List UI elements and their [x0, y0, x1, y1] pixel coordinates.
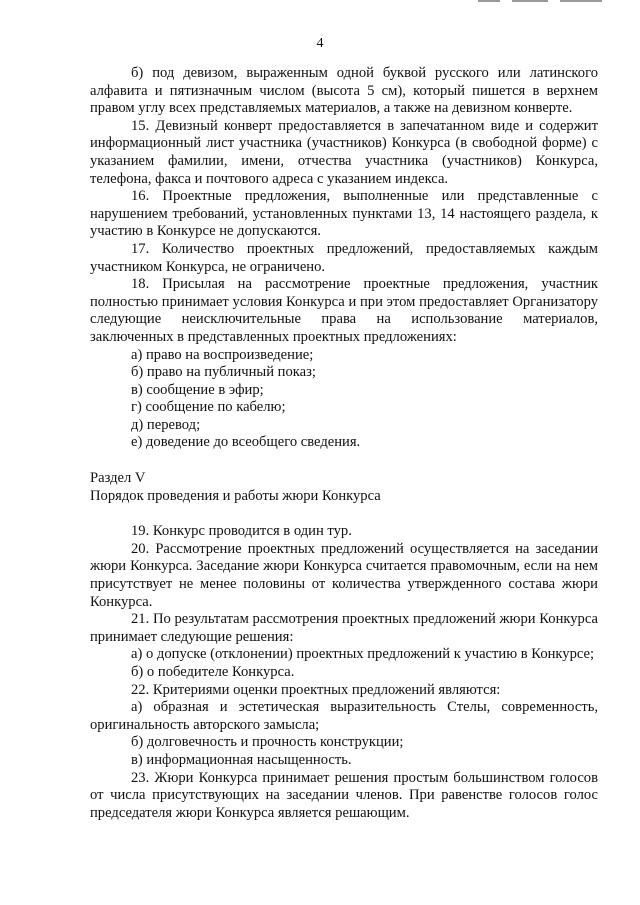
paragraph: 17. Количество проектных предложений, предоставляемых каждым участником Конкурса, не ограничено. [90, 240, 598, 275]
document-body [90, 65, 598, 822]
paragraph: 23. Жюри Конкурса принимает решения простым большинством голосов от числа присутствующих на заседании членов. При равенстве голосов голос председателя жюри Конкурса является решающим. [90, 769, 598, 821]
paragraph: 21. По результатам рассмотрения проектных предложений жюри Конкурса принимает следующие решения: [90, 611, 598, 645]
paragraph: б) под девизом, выраженным одной буквой русского или латинского алфавита и пятизначным числом (высота 5 см), который пишется в верхнем правом углу всех представляемых материалов, а также на девизном конверте. [90, 65, 598, 117]
spacer [90, 505, 598, 523]
spacer [90, 452, 598, 470]
page-number: 4 [316, 36, 324, 51]
list-item: а) образная и эстетическая выразительность Стелы, современность, оригинальность авторского замысла; [90, 699, 598, 733]
paragraph: 15. Девизный конверт предоставляется в запечатанном виде и содержит информационный лист участника (участников) Конкурса (в свободной форме) с указанием фамилии, имени, отчества участника (участников) Конкурса, телефона, факса и почтового адреса с указанием индекса. [90, 117, 598, 187]
section-title: Порядок проведения и работы жюри Конкурса [90, 487, 381, 504]
list-item: е) доведение до всеобщего сведения. [131, 434, 361, 451]
section-label: Раздел V [90, 470, 146, 487]
paragraph: 16. Проектные предложения, выполненные или представленные с нарушением требований, установленных пунктами 13, 14 настоящего раздела, к участию в Конкурсе не допускаются. [90, 188, 598, 240]
list-item: б) право на публичный показ; [131, 364, 316, 381]
list-item: в) информационная насыщенность. [131, 751, 352, 768]
list-item: б) о победителе Конкурса. [131, 664, 295, 680]
list-item: г) сообщение по кабелю; [131, 399, 286, 416]
list-item: а) право на воспроизведение; [131, 346, 314, 363]
paragraph: 20. Рассмотрение проектных предложений осуществляется на заседании жюри Конкурса. Заседание жюри Конкурса считается правомочным, если на нем присутствует не менее половины от количества утвержденного состава жюри Конкурса. [90, 540, 598, 610]
scan-artifact-marks [0, 0, 640, 6]
list-item: а) о допуске (отклонении) проектных предложений к участию в Конкурсе; [131, 646, 595, 663]
paragraph: 22. Критериями оценки проектных предложений являются: [131, 681, 501, 698]
paragraph: 19. Конкурс проводится в один тур. [131, 523, 352, 540]
list-item: д) перевод; [131, 416, 201, 433]
paragraph: 18. Присылая на рассмотрение проектные предложения, участник полностью принимает условия Конкурса и при этом предоставляет Организатору следующие неисключительные права на использование материалов, заключенных в представленных проектных предложениях: [90, 276, 598, 345]
list-item: в) сообщение в эфир; [131, 381, 264, 398]
list-item: б) долговечность и прочность конструкции; [131, 734, 404, 751]
